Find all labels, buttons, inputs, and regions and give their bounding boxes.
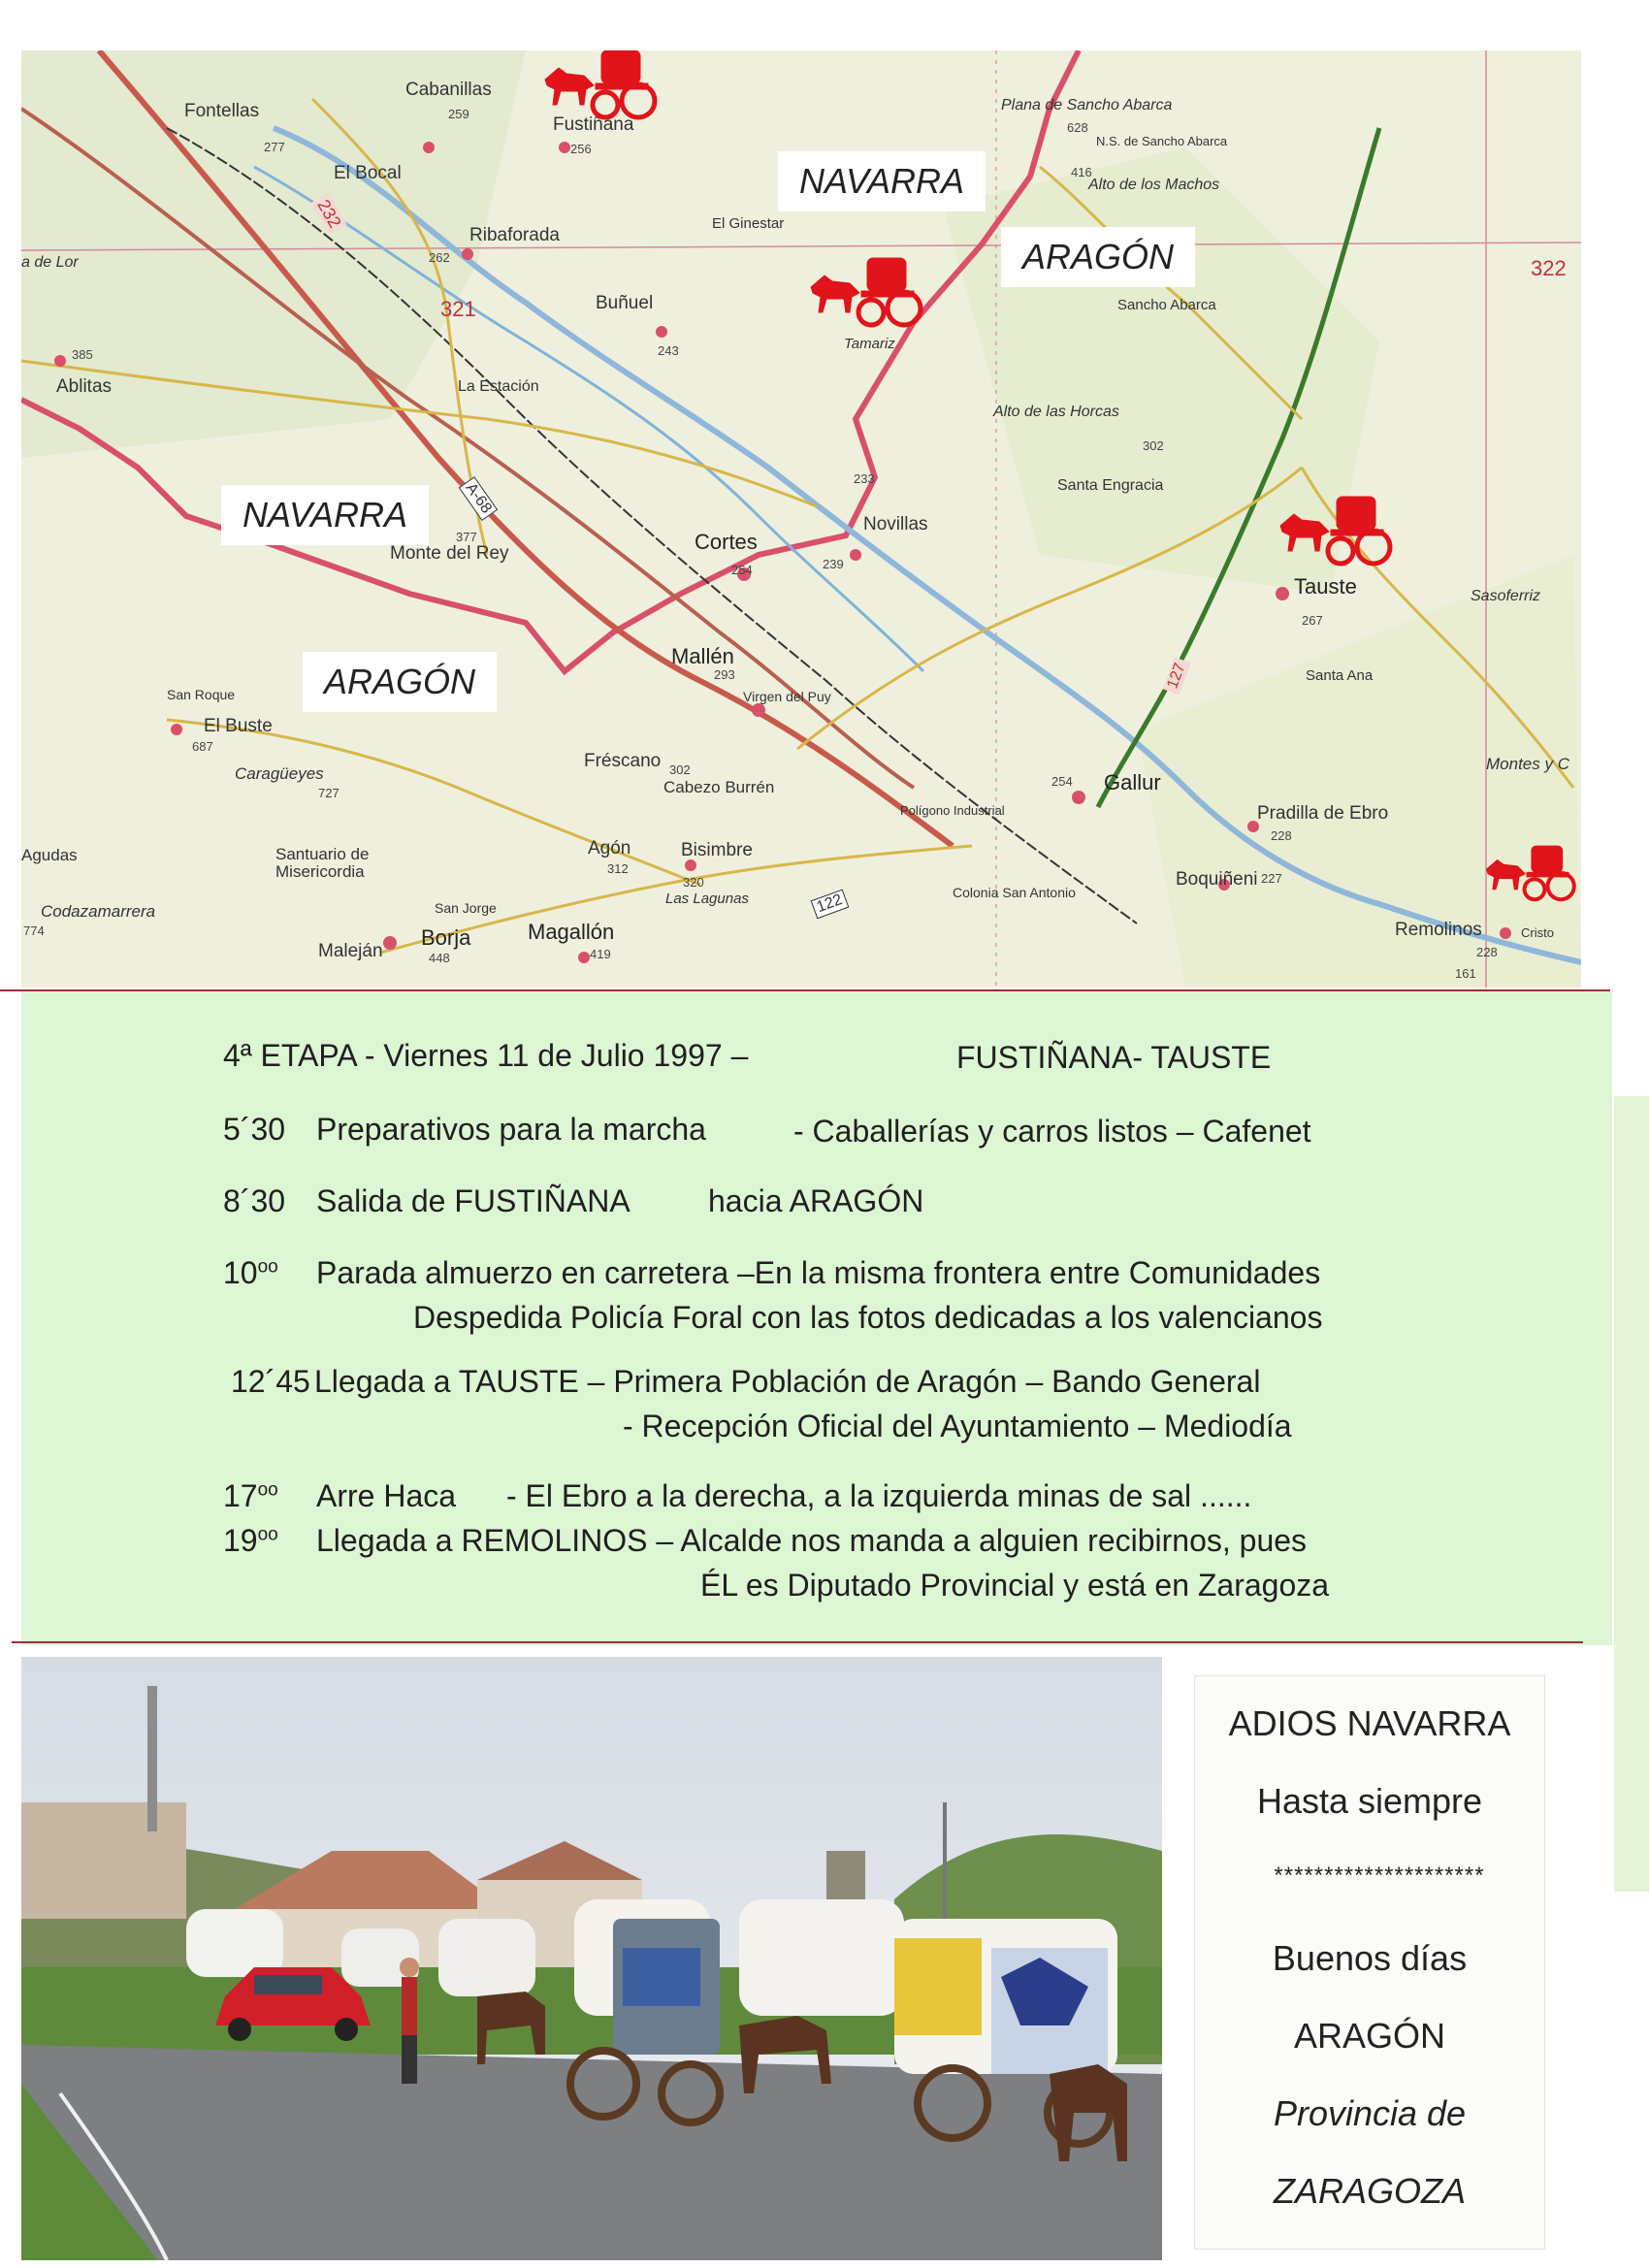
road-number: A-68	[459, 476, 498, 521]
town-label: Remolinos	[1395, 920, 1482, 940]
schedule-extra: - El Ebro a la derecha, a la izquierda minas de sal ......	[506, 1478, 1252, 1513]
carriage-marker-icon	[537, 50, 663, 128]
town-label: Tamariz	[844, 336, 895, 352]
town-label: Bisimbre	[681, 840, 753, 860]
region-label-aragon-south: ARAGÓN	[303, 652, 497, 712]
town-elevation: 302	[669, 762, 691, 777]
town-label: Boquiñeni	[1176, 869, 1258, 890]
town-label: Agudas	[21, 846, 78, 864]
schedule-extra: hacia ARAGÓN	[708, 1183, 924, 1218]
town-elevation: 377	[456, 530, 477, 544]
town-elevation: 727	[318, 786, 340, 800]
town-elevation: 385	[72, 347, 93, 362]
town-elevation: 687	[192, 739, 213, 754]
paper-scrap	[1614, 1096, 1649, 1892]
star-separator: *********************	[1274, 1863, 1485, 1889]
town-elevation: 419	[590, 947, 611, 961]
town-label: Caragüeyes	[235, 764, 324, 783]
town-label: Ribaforada	[469, 225, 560, 245]
farewell-note	[1195, 1676, 1544, 2249]
road-number: 232	[310, 193, 346, 235]
town-label: El Bocal	[334, 163, 402, 183]
road-number: 127	[1163, 658, 1191, 696]
town-elevation: 628	[1067, 120, 1088, 135]
town-elevation: 254	[1051, 774, 1073, 789]
town-elevation: 259	[448, 107, 469, 121]
town-elevation: 227	[1261, 871, 1282, 886]
town-label: Sancho Abarca	[1117, 297, 1216, 313]
town-elevation: 293	[714, 667, 735, 682]
schedule-hour	[223, 1523, 278, 1559]
road-number: 322	[1531, 256, 1567, 280]
caravan-photo	[21, 1657, 1162, 2260]
province-label: Provincia de	[1273, 2093, 1467, 2133]
town-label: Magallón	[528, 920, 615, 944]
town-label: Cabezo Burrén	[663, 778, 775, 796]
town-elevation: 774	[23, 923, 45, 938]
carriage-marker-icon	[1480, 838, 1581, 925]
town-label: La Estación	[458, 378, 539, 395]
town-label: a de Lor	[21, 254, 79, 271]
town-label: Virgen del Puy	[743, 689, 831, 704]
schedule-text: Arre Haca	[316, 1478, 457, 1513]
bottom-divider	[12, 1641, 1583, 1643]
photo-scene	[21, 1657, 1162, 2260]
town-label: El Ginestar	[712, 215, 785, 232]
road-number: 161	[1455, 966, 1476, 981]
farewell-navarra: ADIOS NAVARRA	[1228, 1703, 1511, 1743]
town-label: Las Lagunas	[665, 891, 749, 907]
town-label: San Jorge	[435, 900, 497, 916]
schedule-text: Llegada a TAUSTE – Primera Población de Aragón – Bando General	[314, 1364, 1261, 1399]
town-label: Alto de las Horcas	[993, 404, 1119, 420]
schedule-hour-number: 10	[223, 1255, 258, 1290]
region-label-navarra-south: NAVARRA	[221, 485, 429, 545]
town-elevation: 256	[570, 142, 592, 156]
town-elevation: 239	[823, 557, 844, 571]
schedule-extra: Despedida Policía Foral con las fotos dedicadas a los valencianos	[413, 1300, 1323, 1335]
town-elevation: 320	[683, 875, 704, 890]
schedule-hour-number: 19	[223, 1523, 258, 1558]
road-number: 233	[854, 471, 875, 486]
town-elevation: 243	[658, 343, 679, 358]
schedule-hour-minutes: oo	[257, 1479, 278, 1501]
schedule-text: Llegada a REMOLINOS – Alcalde nos manda a alguien recibirnos, pues	[316, 1523, 1308, 1558]
road-number: 321	[440, 297, 476, 321]
road	[167, 720, 700, 885]
town-label: Maleján	[318, 941, 383, 961]
town-label: Monte del Rey	[390, 543, 509, 564]
road-number: 122	[811, 890, 849, 920]
greeting: Buenos días	[1272, 1938, 1468, 1978]
stage-route: FUSTIÑANA- TAUSTE	[956, 1040, 1272, 1075]
town-label: Novillas	[863, 514, 928, 535]
schedule-hour: 5´30	[223, 1112, 286, 1147]
farewell-subtitle: Hasta siempre	[1256, 1781, 1483, 1821]
town-label: Fustiñana	[553, 114, 634, 135]
town-label: Sasoferriz	[1471, 588, 1541, 604]
town-label: Montes y C	[1486, 755, 1569, 773]
town-label: Mallén	[671, 644, 734, 668]
town-label: Plana de Sancho Abarca	[1001, 97, 1173, 113]
town-label: San Roque	[167, 687, 236, 702]
town-elevation: 448	[429, 951, 450, 965]
town-label: Colonia San Antonio	[953, 885, 1076, 900]
town-label: N.S. de Sancho Abarca	[1096, 134, 1228, 148]
town-label: Codazamarrera	[41, 902, 156, 921]
schedule-hour	[223, 1255, 278, 1291]
greeting-region: ARAGÓN	[1293, 2016, 1446, 2056]
schedule-hour-minutes: oo	[257, 1524, 278, 1545]
schedule-hour-minutes: oo	[257, 1256, 278, 1278]
schedule-extra: ÉL es Diputado Provincial y está en Zaragoza	[700, 1568, 1330, 1603]
town-label: Tauste	[1294, 574, 1357, 599]
schedule-hour	[223, 1478, 278, 1514]
town-label: Santuario de Misericordia	[275, 845, 370, 881]
town-label: Alto de los Machos	[1088, 177, 1220, 193]
town-elevation: 254	[731, 563, 753, 577]
town-label: El Buste	[204, 716, 273, 736]
town-elevation: 228	[1476, 945, 1498, 959]
town-label: Cortes	[695, 530, 758, 554]
route-map	[21, 50, 1581, 988]
schedule-extra: - Recepción Oficial del Ayuntamiento – Mediodía	[623, 1409, 1292, 1443]
town-elevation: 262	[429, 250, 450, 265]
town-elevation: 228	[1271, 828, 1292, 843]
schedule-panel	[21, 991, 1612, 1645]
town-elevation: 312	[607, 861, 629, 876]
town-label: Buñuel	[596, 293, 654, 313]
town-label: Agón	[588, 838, 631, 859]
town-label: Santa Engracia	[1057, 477, 1164, 494]
province-name: ZARAGOZA	[1273, 2171, 1467, 2211]
town-elevation: 302	[1143, 438, 1164, 453]
carriage-marker-icon	[803, 248, 929, 336]
town-elevation: 416	[1071, 165, 1092, 179]
town-label: Ablitas	[56, 376, 113, 397]
town-label: Fontellas	[184, 101, 260, 121]
schedule-hour: 12´45	[231, 1364, 310, 1399]
town-elevation: 267	[1302, 613, 1323, 628]
town-elevation: 277	[264, 140, 285, 154]
stage-title: 4ª ETAPA - Viernes 11 de Julio 1997 –	[223, 1038, 749, 1073]
schedule-text: Preparativos para la marcha	[316, 1112, 706, 1147]
schedule-text: Parada almuerzo en carretera –En la misma frontera entre Comunidades	[316, 1255, 1321, 1290]
town-label: Santa Ana	[1306, 667, 1374, 684]
town-label: Gallur	[1104, 770, 1161, 794]
town-label: Borja	[421, 925, 471, 950]
town-label: Cabanillas	[405, 80, 492, 100]
town-label: Fréscano	[584, 751, 662, 771]
carriage-marker-icon	[1273, 487, 1399, 574]
town-label: Polígono Industrial	[900, 803, 1005, 818]
town-label: Cristo	[1521, 925, 1554, 940]
schedule-extra: - Caballerías y carros listos – Cafenet	[793, 1114, 1311, 1149]
schedule-hour-number: 17	[223, 1478, 258, 1513]
town-label: Pradilla de Ebro	[1257, 803, 1389, 824]
schedule-text: Salida de FUSTIÑANA	[316, 1183, 630, 1218]
schedule-hour: 8´30	[223, 1183, 286, 1218]
region-label-aragon-north: ARAGÓN	[1001, 227, 1195, 287]
region-label-navarra-north: NAVARRA	[778, 151, 986, 211]
